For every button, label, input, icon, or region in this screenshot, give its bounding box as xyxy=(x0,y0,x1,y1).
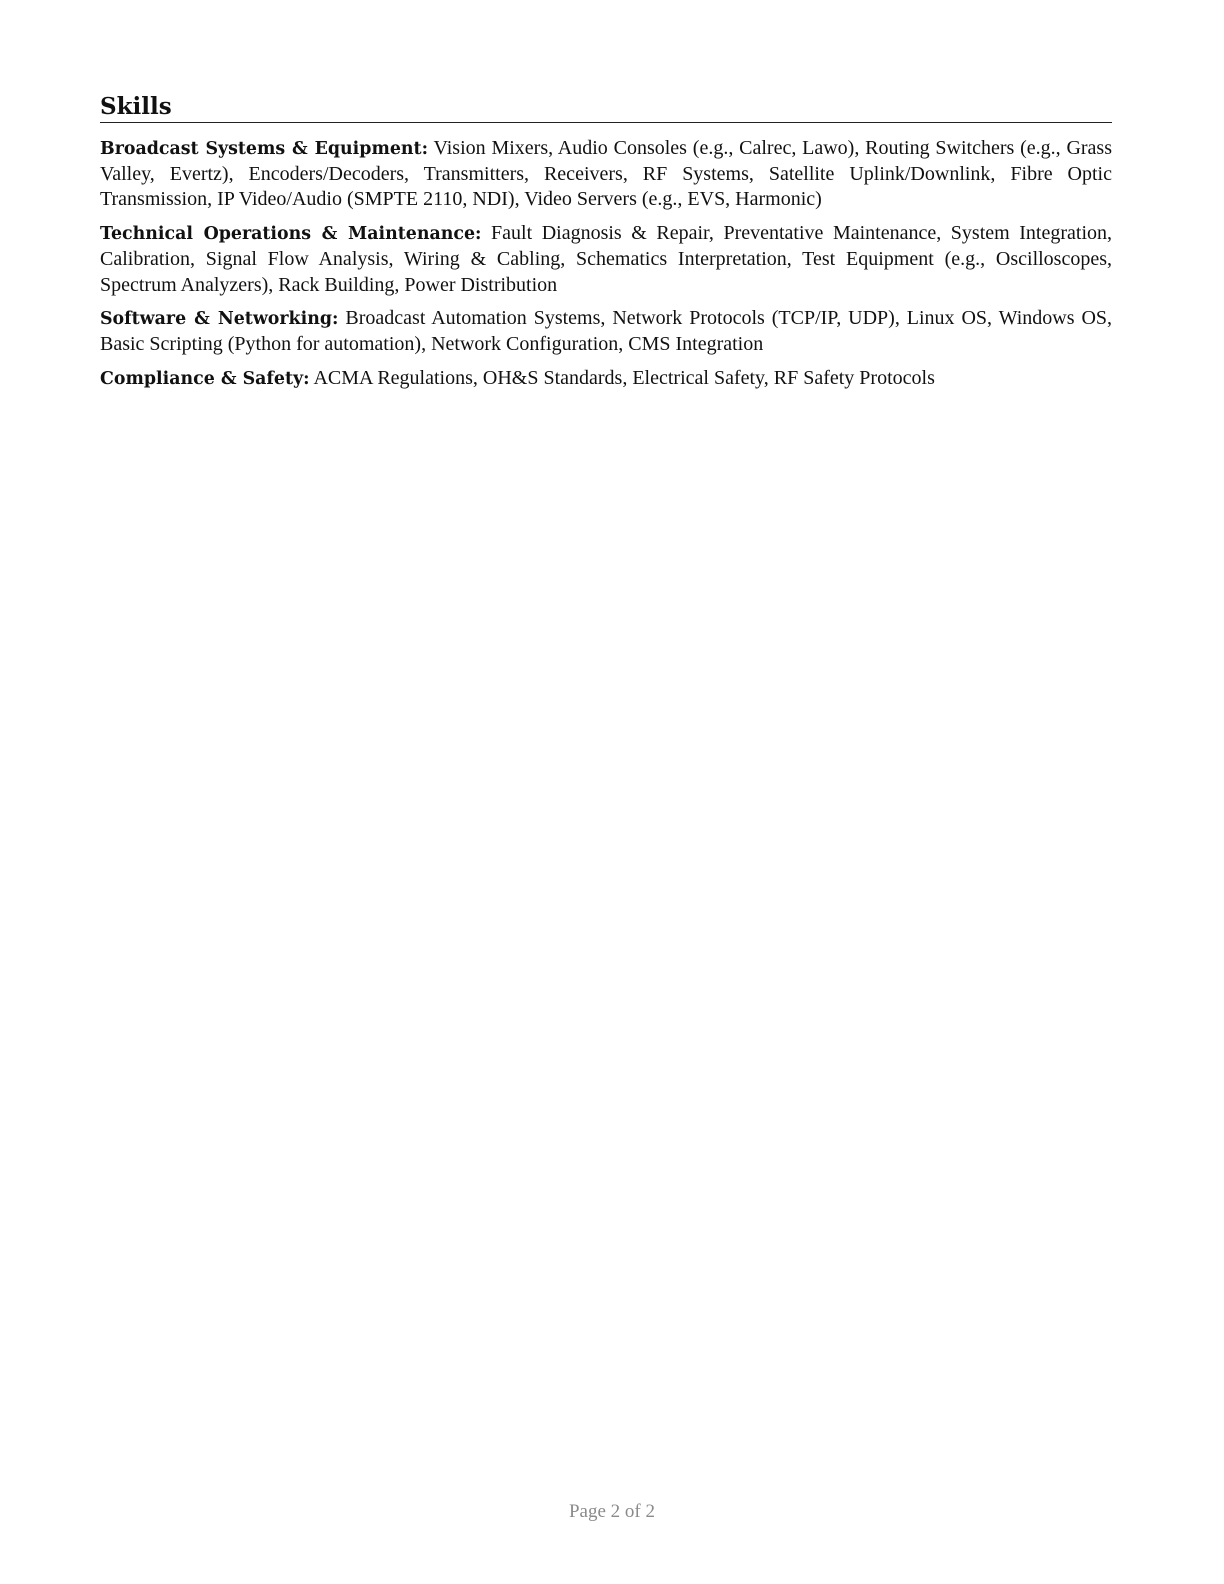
skill-label: Compliance & Safety: xyxy=(100,369,310,390)
skill-row-broadcast xyxy=(100,136,1112,213)
skill-text: Fault Diagnosis & Repair, Preventative Maintenance, System Integration, Calibration, Signal Flow Analysis, Wiring & Cabling, Schematics Interpretation, Test Equipment (e.g., Oscilloscopes, Spectrum Analyzers), Rack Building, Power Distribution xyxy=(100,222,1113,296)
resume-page xyxy=(100,92,1112,401)
skill-label: Software & Networking: xyxy=(100,309,339,330)
skill-text: Vision Mixers, Audio Consoles (e.g., Calrec, Lawo), Routing Switchers (e.g., Grass Valley, Evertz), Encoders/Decoders, Transmitters, Receivers, RF Systems, Satellite Uplink/Downlink, Fibre Optic Transmission, IP Video/Audio (SMPTE 2110, NDI), Video Servers (e.g., EVS, Harmonic) xyxy=(100,137,1113,211)
skill-label: Broadcast Systems & Equipment: xyxy=(100,139,429,159)
skills-list xyxy=(100,136,1112,392)
skill-text: Broadcast Automation Systems, Network Protocols (TCP/IP, UDP), Linux OS, Windows OS, Basic Scripting (Python for automation), Network Configuration, CMS Integration xyxy=(100,307,1113,356)
skill-row-compliance-safety xyxy=(100,366,1112,392)
section-title-skills: Skills xyxy=(100,92,1112,123)
skill-label: Technical Operations & Maintenance: xyxy=(100,224,482,245)
page-number-footer: Page 2 of 2 xyxy=(568,1501,655,1522)
skill-row-technical-operations xyxy=(100,221,1112,298)
skill-row-software-networking xyxy=(100,306,1112,357)
skill-text: ACMA Regulations, OH&S Standards, Electrical Safety, RF Safety Protocols xyxy=(313,367,935,390)
